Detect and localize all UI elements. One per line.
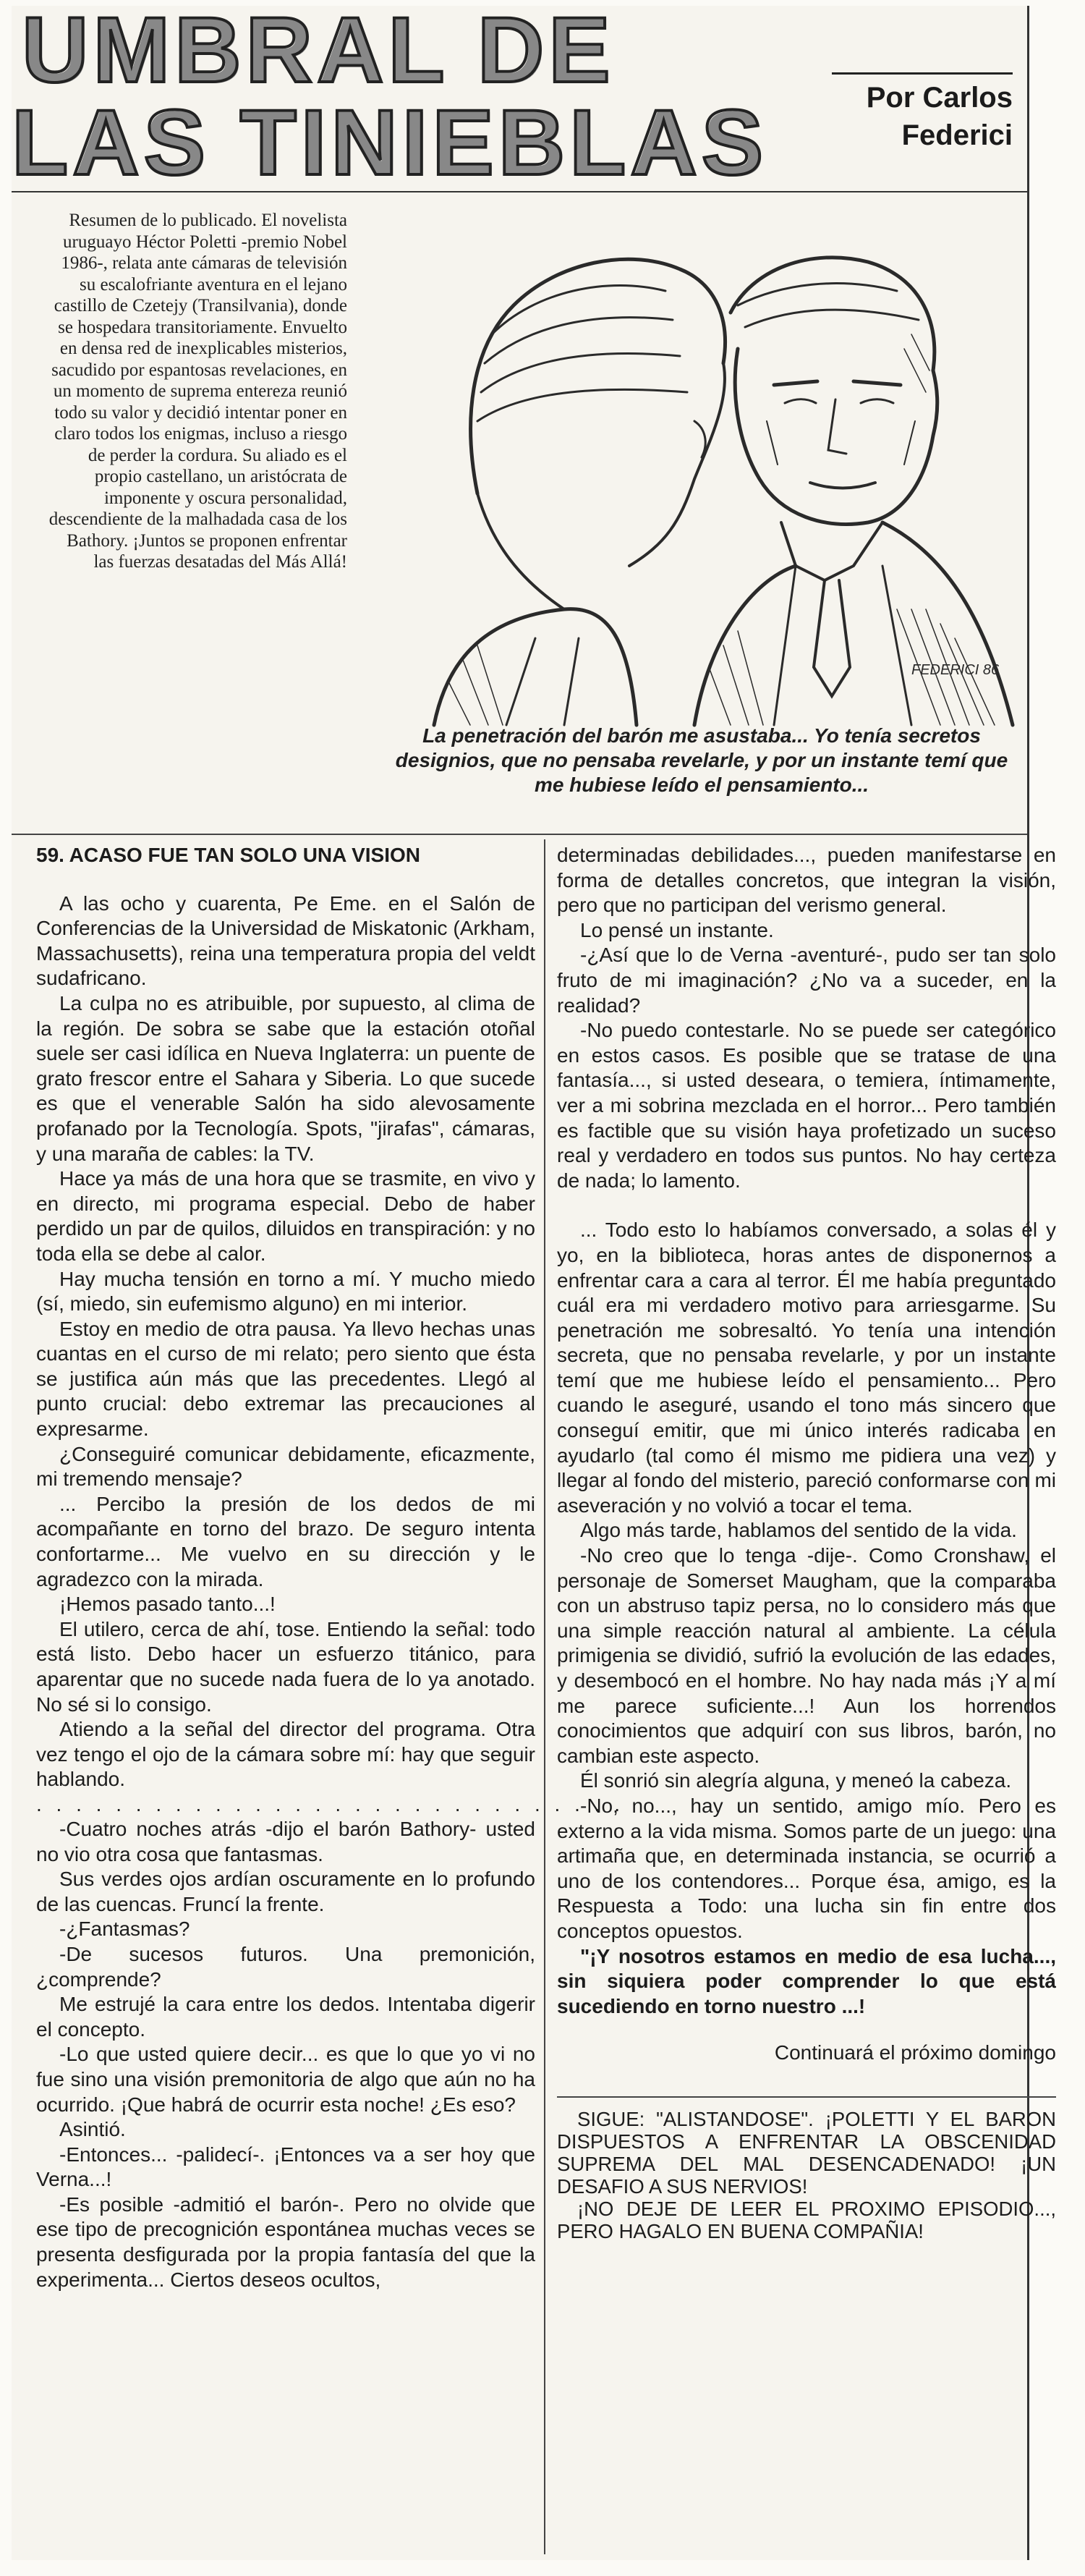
paragraph: Asintió.	[59, 2118, 126, 2141]
paragraph: ¡Hemos pasado tanto...!	[59, 1593, 276, 1616]
paragraph: Me estrujé la cara entre los dedos. Intentaba digerir el concepto.	[36, 1993, 535, 2041]
left-column	[36, 843, 624, 2292]
headline-line-2: LAS TINIEBLAS	[12, 91, 768, 195]
column-divider	[544, 839, 545, 2554]
dot-separator: . . . . . . . . . . . . . . . . . . . . . . . . . . . . . .	[36, 1792, 624, 1816]
story-summary: Resumen de lo publicado. El novelista uruguayo Héctor Poletti -premio Nobel 1986-, relata ante cámaras de televisión su escalofriante aventura en el lejano castillo de Czetejy (Transilvania), donde se hospedara transitoriamente. Envuelto en densa red de inexplicables misterios, sacudido por espantosas revelaciones, en un momento de suprema entereza reunió todo su valor y decidió intentar poner en claro todos los enigmas, incluso a riesgo de perder la cordura. Su aliado es el propio castellano, un aristócrata de imponente y oscura personalidad, descendiente de la malhadada casa de los Bathory. ¡Juntos se proponen enfrentar las fuerzas desatadas del Más Allá!	[48, 211, 347, 572]
paragraph: ... Todo esto lo habíamos conversado, a solas él y yo, en la biblioteca, horas antes de disponernos a enfrentar cara a cara al terror. Él me había preguntado cuál era mi verdadero motivo para arriesgarme. Su penetración me sobresaltó. Yo tenía una intención secreta, que no pensaba revelarle, y por un instante temí que me hubiese leído el pensamiento... Pero cuando le aseguré, usando el tono más sincero que conseguí emitir, que mi único interés radicaba en ayudarlo (tal como él mismo me pidiera una vez) y llegar al fondo del misterio, pareció conformarse con mi aseveración y no volvió a tocar el tema.	[557, 1219, 1056, 1517]
next-episode-teaser	[557, 2096, 1056, 2242]
right-column	[557, 843, 1056, 2242]
paragraph: ... Percibo la presión de los dedos de mi acompañante en torno del brazo. De seguro intenta confortarme... Me vuelvo en su dirección y le agradezco con la mirada.	[36, 1492, 535, 1590]
paragraph: determinadas debilidades..., pueden manifestarse en forma de detalles concretos, que integran la visión, pero que no participan del verismo general.	[557, 844, 1056, 917]
paragraph: El utilero, cerca de ahí, tose. Entiendo la señal: todo está listo. Debo hacer un esfuerzo titánico, para aparentar que no sucede nada fuera de lo ya anotado. No sé si lo consigo.	[36, 1617, 535, 1716]
byline-author: Federici	[901, 119, 1013, 151]
paragraph: Hace ya más de una hora que se trasmite, en vivo y en directo, mi programa especial. Debo de haber perdido un par de quilos, diluidos en transpiración: y no toda ella se debe al calor.	[36, 1167, 535, 1265]
byline	[832, 72, 1013, 166]
paragraph: Atiendo a la señal del director del programa. Otra vez tengo el ojo de la cámara sobre mí: hay que seguir hablando.	[36, 1718, 535, 1791]
paragraph: La culpa no es atribuible, por supuesto, al clima de la región. De sobra se sabe que la estación otoñal suele ser casi idílica en Nueva Inglaterra: un puente de grato frescor entre el Sahara y Siberia. Lo que sucede es que el venerable Salón ha sido alevosamente profanado por la Tecnología. Spots, "jirafas", cámaras, y una maraña de cables: la TV.	[36, 991, 535, 1165]
paragraph: Él sonrió sin alegría alguna, y meneó la cabeza.	[580, 1769, 1012, 1792]
byline-rule	[832, 72, 1013, 75]
paragraph: -¿Así que lo de Verna -aventuré-, pudo ser tan solo fruto de mi imaginación? ¿No va a suceder, en la realidad?	[557, 944, 1056, 1017]
section-divider	[12, 834, 1027, 835]
illustration-signature: FEDERICI 86	[911, 662, 1000, 678]
paragraph: Lo pensé un instante.	[580, 918, 774, 941]
paragraph: -Lo que usted quiere decir... es que lo que yo vi no fue sino una visión premonitoria de algo que aún no ha ocurrido. ¡Que habrá de ocurrir esta noche! ¿Es eso?	[36, 2043, 535, 2116]
illustration-two-men	[391, 204, 1027, 725]
headline-line-1: UMBRAL DE	[22, 0, 615, 102]
paragraph: -Entonces... -palidecí-. ¡Entonces va a ser hoy que Verna...!	[36, 2143, 535, 2191]
headline	[12, 0, 817, 195]
teaser-cta: ¡NO DEJE DE LEER EL PROXIMO EPISODIO..., PERO HAGALO EN BUENA COMPAÑIA!	[557, 2197, 1056, 2242]
paragraph: Sus verdes ojos ardían oscuramente en lo profundo de las cuencas. Fruncí la frente.	[36, 1868, 535, 1915]
paragraph: A las ocho y cuarenta, Pe Eme. en el Salón de Conferencias de la Universidad de Miskatonic (Arkham, Massachusetts), reina una temperatura propia del veldt sudafricano.	[36, 891, 535, 990]
paragraph: -De sucesos futuros. Una premonición, ¿comprende?	[36, 1942, 535, 1991]
paragraph: -Cuatro noches atrás -dijo el barón Bathory- usted no vio otra cosa que fantasmas.	[36, 1817, 535, 1865]
paragraph: ¿Conseguiré comunicar debidamente, eficazmente, mi tremendo mensaje?	[36, 1442, 535, 1491]
paragraph: -No creo que lo tenga -dije-. Como Cronshaw, el personaje de Somerset Maugham, que la comparaba con un abstruso tapiz persa, no lo considero más que una simple reacción natural al ambiente. La célula primigenia se dividió, sufrió la evolución de las edades, y desembocó en el hombre. No hay nada más ¡Y a mí me parece suficiente...! Aun los horrendos conocimientos que adquirí con sus libros, barón, no cambian este aspecto.	[557, 1544, 1056, 1767]
chapter-heading: 59. ACASO FUE TAN SOLO UNA VISION	[36, 844, 421, 866]
paragraph: -¿Fantasmas?	[59, 1918, 190, 1941]
title-divider	[12, 191, 1027, 192]
paragraph: Algo más tarde, hablamos del sentido de la vida.	[580, 1519, 1017, 1542]
paragraph: -No, no..., hay un sentido, amigo mío. Pero es externo a la vida misma. Somos parte de un juego: una artimaña que, en determinada instancia, se ocurrió a uno de los contendores... Porque ésa, amigo, es la Respuesta a Todo: una lucha sin fin entre dos conceptos opuestos.	[557, 1794, 1056, 1942]
continues-note: Continuará el próximo domingo	[774, 2041, 1056, 2064]
paragraph: -Es posible -admitió el barón-. Pero no olvide que ese tipo de precognición espontánea muchas veces se presenta desfigurada por la propia fantasía del que la experimenta... Ciertos deseos ocultos,	[36, 2192, 535, 2291]
illustration-caption: La penetración del barón me asustaba... Yo tenía secretos designios, que no pensaba revelarle, y por un instante temí que me hubiese leído el pensamiento...	[395, 724, 1008, 796]
paragraph: Estoy en medio de otra pausa. Ya llevo hechas unas cuantas en el curso de mi relato; pero siento que ésta se justifica aún más que las precedentes. Llegó al punto crucial: debo extremar las precauciones al expresarme.	[36, 1317, 535, 1441]
paragraph: -No puedo contestarle. No se puede ser categórico en estos casos. Es posible que se tratase de una fantasía..., si usted deseara, o temiera, íntimamente, ver a mi sobrina mezclada en el horror... Pero también es factible que su visión haya profetizado un suceso real y verdadero en todos sus puntos. No hay certeza de nada; lo lamento.	[557, 1019, 1056, 1192]
paragraph: "¡Y nosotros estamos en medio de esa lucha..., sin siquiera poder comprender lo que está sucediendo en torno nuestro ...!	[557, 1944, 1056, 2017]
teaser-text: SIGUE: "ALISTANDOSE". ¡POLETTI Y EL BARON DISPUESTOS A ENFRENTAR LA OBSCENIDAD SUPREMA DEL MAL DESENCADENADO! ¡UN DESAFIO A SUS NERVIOS!	[557, 2107, 1056, 2198]
paragraph: Hay mucha tensión en torno a mí. Y mucho miedo (sí, miedo, sin eufemismo alguno) en mi interior.	[36, 1267, 535, 1315]
byline-prefix: Por Carlos	[866, 82, 1013, 114]
